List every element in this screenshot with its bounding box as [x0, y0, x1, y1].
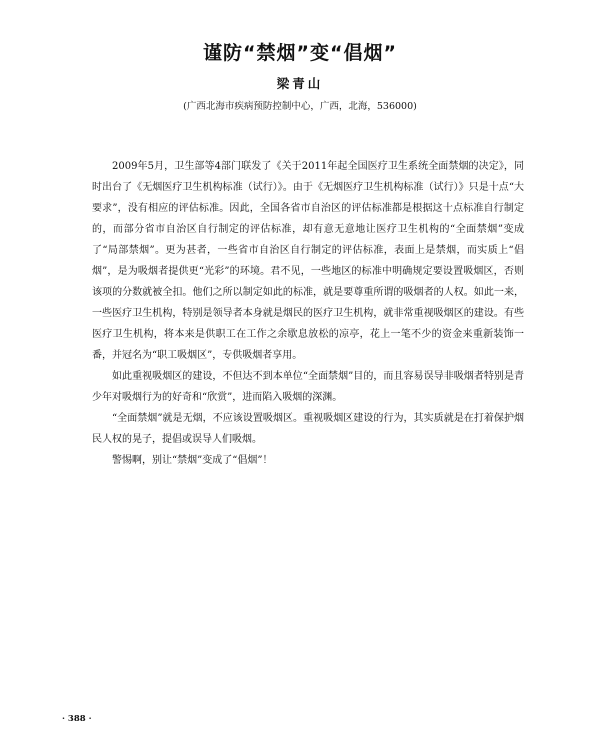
body-paragraph: 如此重视吸烟区的建设，不但达不到本单位“全面禁烟”目的，而且容易误导非吸烟者特别是青少年对吸烟行为的好奇和“欣赏”，进而陷入吸烟的深渊。: [92, 371, 524, 403]
article-body: [92, 156, 524, 471]
author-affiliation: (广西北海市疾病预防控制中心，广西，北海，536000): [183, 101, 417, 112]
article-title: 谨防“禁烟”变“倡烟”: [203, 42, 397, 64]
body-paragraph: “全面禁烟”就是无烟，不应该设置吸烟区。重视吸烟区建设的行为，其实质就是在打着保护烟民人权的晃子，提倡或误导人们吸烟。: [92, 413, 524, 445]
page-number: · 388 ·: [62, 714, 92, 724]
body-paragraph: 2009年5月，卫生部等4部门联发了《关于2011年起全国医疗卫生系统全面禁烟的决定》，同时出台了《无烟医疗卫生机构标准（试行）》。由于《无烟医疗卫生机构标准（试行）》只是十点“大要求”，没有相应的评估标准。因此，全国各省市自治区的评估标准都是根据这十点标准自行制定的，而部分省市自治区自行制定的评估标准，却有意无意地让医疗卫生机构的“全面禁烟”变成了“局部禁烟”。更为甚者，一些省市自治区自行制定的评估标准，表面上是禁烟，而实质上“倡烟”，是为吸烟者提供更“光彩”的环境。君不见，一些地区的标准中明确规定要设置吸烟区，否则该项的分数就被全扣。他们之所以制定如此的标准，就是要尊重所谓的吸烟者的人权。如此一来，一些医疗卫生机构，特别是领导者本身就是烟民的医疗卫生机构，就非常重视吸烟区的建设。有些医疗卫生机构，将本来是供职工在工作之余歇息放松的凉亭，花上一笔不少的资金来重新装饰一番，并冠名为“职工吸烟区”，专供吸烟者享用。: [92, 161, 524, 361]
article-author: 梁青山: [276, 76, 324, 91]
body-paragraph: 警惕啊，别让“禁烟”变成了“倡烟”！: [112, 455, 273, 466]
